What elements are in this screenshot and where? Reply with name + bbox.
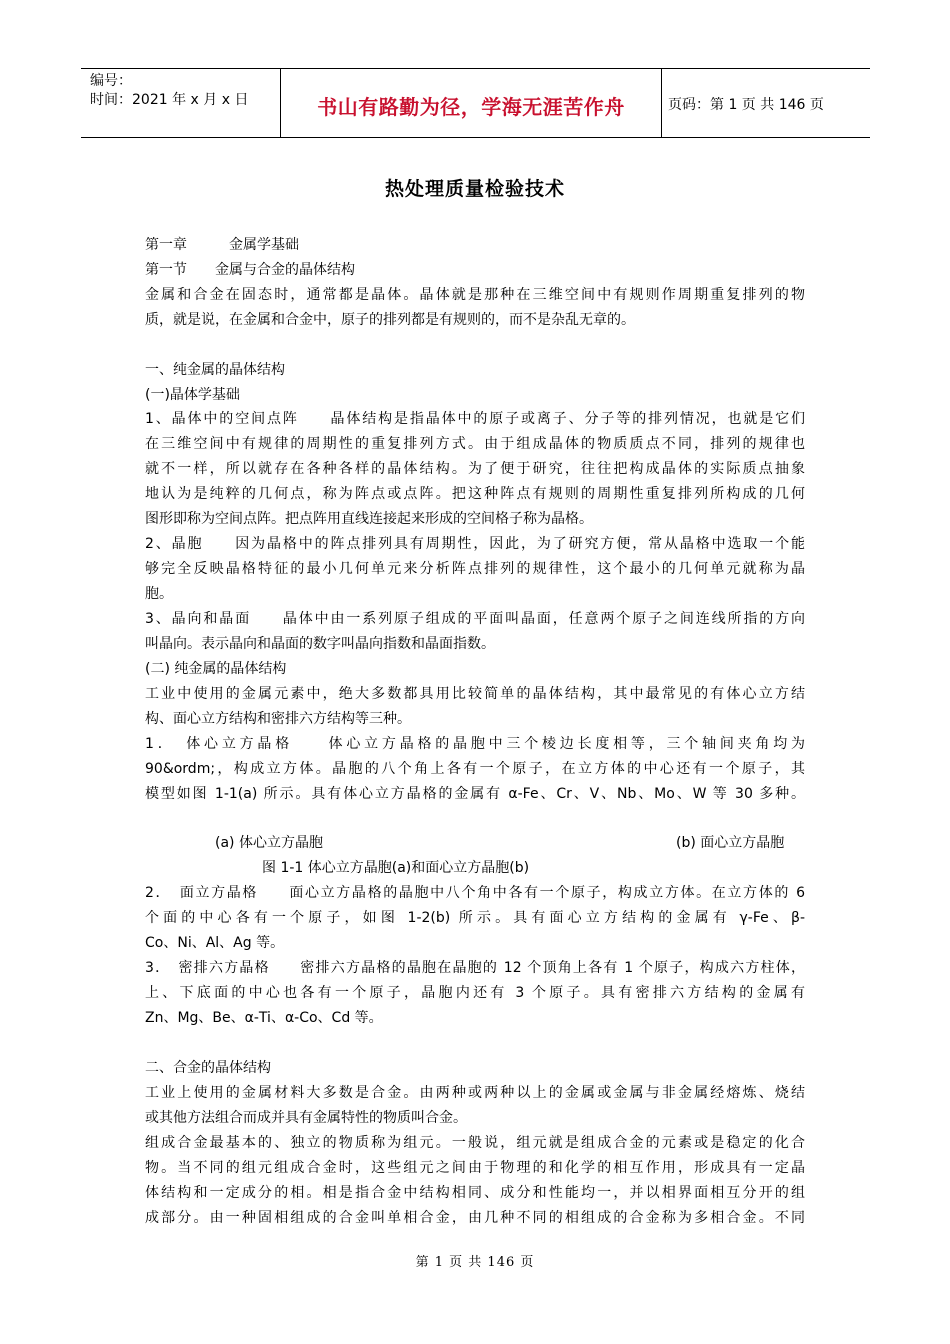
page-footer: 第 1 页 共 146 页 [415,1255,535,1270]
paragraph-line: 上、下底面的中心也各有一个原子，晶胞内还有 3 个原子。具有密排六方结构的金属有 [145,985,805,1001]
chapter-heading: 第一章 金属学基础 [145,237,299,253]
paragraph-line: Zn、Mg、Be、α-Ti、α-Co、Cd 等。 [145,1010,383,1026]
paragraph-line: 组成合金最基本的、独立的物质称为组元。一般说，组元就是组成合金的元素或是稳定的化合 [145,1135,805,1151]
paragraph-line: 够完全反映晶格特征的最小几何单元来分析阵点排列的规律性，这个最小的几何单元就称为晶 [145,561,805,577]
header-page-cell [662,69,870,137]
subsection-heading: (一)晶体学基础 [145,387,240,403]
figure-caption: 图 1-1 体心立方晶胞(a)和面心立方晶胞(b) [262,860,530,876]
date-label: 时间：2021 年 x 月 x 日 [90,92,249,108]
motto: 书山有路勤为径，学海无涯苦作舟 [317,95,625,119]
paragraph-line: Co、Ni、Al、Ag 等。 [145,935,285,951]
number-label: 编号： [90,73,132,89]
paragraph-line: 金属和合金在固态时，通常都是晶体。晶体就是那种在三维空间中有规则作周期重复排列的物 [145,287,805,303]
paragraph-line: 2． 面立方晶格 面心立方晶格的晶胞中八个角中各有一个原子，构成立方体。在立方体的 6 [145,885,805,901]
paragraph-line: 构、面心立方结构和密排六方结构等三种。 [145,711,411,727]
figure-caption-b: (b) 面心立方晶胞 [676,835,785,851]
section-heading: 第一节 金属与合金的晶体结构 [145,262,355,278]
paragraph-line: 质，就是说，在金属和合金中，原子的排列都是有规则的，而不是杂乱无章的。 [145,312,635,328]
page-info: 页码：第 1 页 共 146 页 [668,97,824,113]
paragraph-line: 3． 密排六方晶格 密排六方晶格的晶胞在晶胞的 12 个顶角上各有 1 个原子，构成六方柱体， [145,960,805,976]
paragraph-line: 工业上使用的金属材料大多数是合金。由两种或两种以上的金属或金属与非金属经熔炼、烧结 [145,1085,805,1101]
paragraph-line: 模型如图 1-1(a) 所示。具有体心立方晶格的金属有 α-Fe、Cr、V、Nb、Mo、W 等 30 多种。 [145,786,805,802]
paragraph-line: 1． 体心立方晶格 体心立方晶格的晶胞中三个棱边长度相等，三个轴间夹角均为 [145,736,805,752]
document-header [81,68,870,138]
paragraph-line: 图形即称为空间点阵。把点阵用直线连接起来形成的空间格子称为晶格。 [145,511,593,527]
document-title: 热处理质量检验技术 [384,178,565,200]
subsection-heading: 一、纯金属的晶体结构 [145,362,285,378]
paragraph-line: 在三维空间中有规律的周期性的重复排列方式。由于组成晶体的物质质点不同，排列的规律也 [145,436,805,452]
paragraph-line: 胞。 [145,586,173,602]
header-meta-cell [81,69,281,137]
figure-caption-a: (a) 体心立方晶胞 [215,835,323,851]
paragraph-line: 就不一样，所以就存在各种各样的晶体结构。为了便于研究，往往把构成晶体的实际质点抽象 [145,461,805,477]
paragraph-line: 3、晶向和晶面 晶体中由一系列原子组成的平面叫晶面，任意两个原子之间连线所指的方向 [145,611,805,627]
paragraph-line: 90&ordm;，构成立方体。晶胞的八个角上各有一个原子，在立方体的中心还有一个原子，其 [145,761,805,777]
subsection-heading: (二) 纯金属的晶体结构 [145,661,287,677]
header-motto-cell [281,69,662,137]
paragraph-line: 2、晶胞 因为晶格中的阵点排列具有周期性，因此，为了研究方便，常从晶格中选取一个能 [145,536,805,552]
paragraph-line: 地认为是纯粹的几何点，称为阵点或点阵。把这种阵点有规则的周期性重复排列所构成的几何 [145,486,805,502]
paragraph-line: 物。当不同的组元组成合金时，这些组元之间由于物理的和化学的相互作用，形成具有一定晶 [145,1160,805,1176]
paragraph-line: 或其他方法组合而成并具有金属特性的物质叫合金。 [145,1110,467,1126]
section-heading: 二、合金的晶体结构 [145,1060,271,1076]
paragraph-line: 成部分。由一种固相组成的合金叫单相合金，由几种不同的相组成的合金称为多相合金。不同 [145,1210,805,1226]
paragraph-line: 工业中使用的金属元素中，绝大多数都具用比较简单的晶体结构，其中最常见的有体心立方结 [145,686,805,702]
paragraph-line: 叫晶向。表示晶向和晶面的数字叫晶向指数和晶面指数。 [145,636,495,652]
paragraph-line: 体结构和一定成分的相。相是指合金中结构相同、成分和性能均一，并以相界面相互分开的组 [145,1185,805,1201]
paragraph-line: 1、晶体中的空间点阵 晶体结构是指晶体中的原子或离子、分子等的排列情况，也就是它们 [145,411,805,427]
paragraph-line: 个面的中心各有一个原子，如图 1-2(b) 所示。具有面心立方结构的金属有 γ-Fe、β- [145,910,805,926]
